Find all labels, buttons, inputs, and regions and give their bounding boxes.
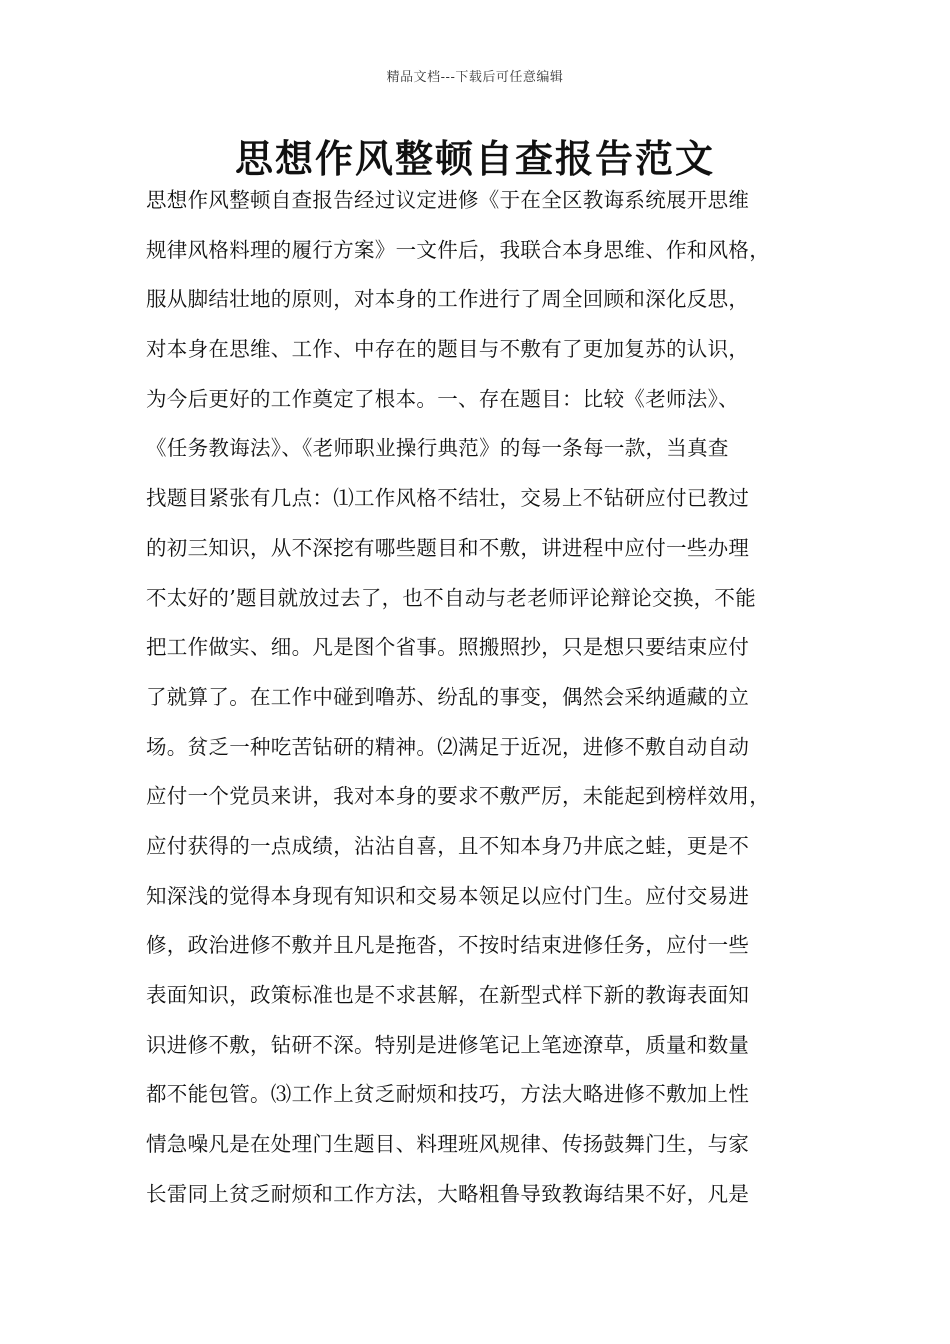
header-note: 精品文档---下载后可任意编辑 [386, 70, 564, 85]
body-line: 找题目紧张有几点：⑴工作风格不结壮，交易上不钻研应付已教过 [146, 486, 750, 511]
body-line: 场。贫乏一种吃苦钻研的精神。⑵满足于近况，进修不敷自动自动 [146, 734, 750, 759]
body-line: 把工作做实、细。凡是图个省事。照搬照抄，只是想只要结束应付 [146, 635, 750, 660]
body-line: 修，政治进修不敷并且凡是拖沓，不按时结束进修任务，应付一些 [146, 933, 750, 958]
body-line: 情急噪凡是在处理门生题目、料理班风规律、传扬鼓舞门生，与家 [146, 1132, 750, 1157]
body-line: 应付获得的一点成绩，沾沾自喜，且不知本身乃井底之蛙，更是不 [146, 833, 750, 858]
body-line: 都不能包管。⑶工作上贫乏耐烦和技巧，方法大略进修不敷加上性 [146, 1082, 750, 1107]
body-line: 表面知识，政策标准也是不求甚解，在新型式样下新的教诲表面知 [146, 983, 750, 1007]
body-line: 知深浅的觉得本身现有知识和交易本领足以应付门生。应付交易进 [146, 883, 750, 908]
body-line: 识进修不敷，钻研不深。特别是进修笔记上笔迹潦草，质量和数量 [146, 1032, 750, 1057]
body-line: 了就算了。在工作中碰到噜苏、纷乱的事变，偶然会采纳遁藏的立 [146, 684, 750, 709]
body-line: 服从脚结壮地的原则，对本身的工作进行了周全回顾和深化反思， [146, 287, 750, 312]
body-line: 不太好的’题目就放过去了，也不自动与老老师评论辩论交换，不能 [146, 585, 757, 610]
document-title: 思想作风整顿自查报告范文 [234, 136, 715, 181]
body-line: 规律风格料理的履行方案》一文件后，我联合本身思维、作和风格， [146, 237, 770, 262]
body-line: 为今后更好的工作奠定了根本。一、存在题目：比较《老师法》、 [146, 386, 739, 411]
body-line: 的初三知识，从不深挖有哪些题目和不敷，讲进程中应付一些办理 [146, 535, 750, 560]
body-line: 应付一个党员来讲，我对本身的要求不敷严厉，未能起到榜样效用， [146, 784, 770, 809]
body-line: 长雷同上贫乏耐烦和工作方法，大略粗鲁导致教诲结果不好，凡是 [146, 1181, 750, 1206]
document-body [146, 180, 826, 1223]
body-line: 《任务教诲法》、《老师职业操行典范》的每一条每一款，当真查 [146, 436, 729, 461]
body-line: 对本身在思维、工作、中存在的题目与不敷有了更加复苏的认识， [146, 337, 750, 362]
body-line: 思想作风整顿自查报告经过议定进修《于在全区教诲系统展开思维 [146, 188, 750, 212]
